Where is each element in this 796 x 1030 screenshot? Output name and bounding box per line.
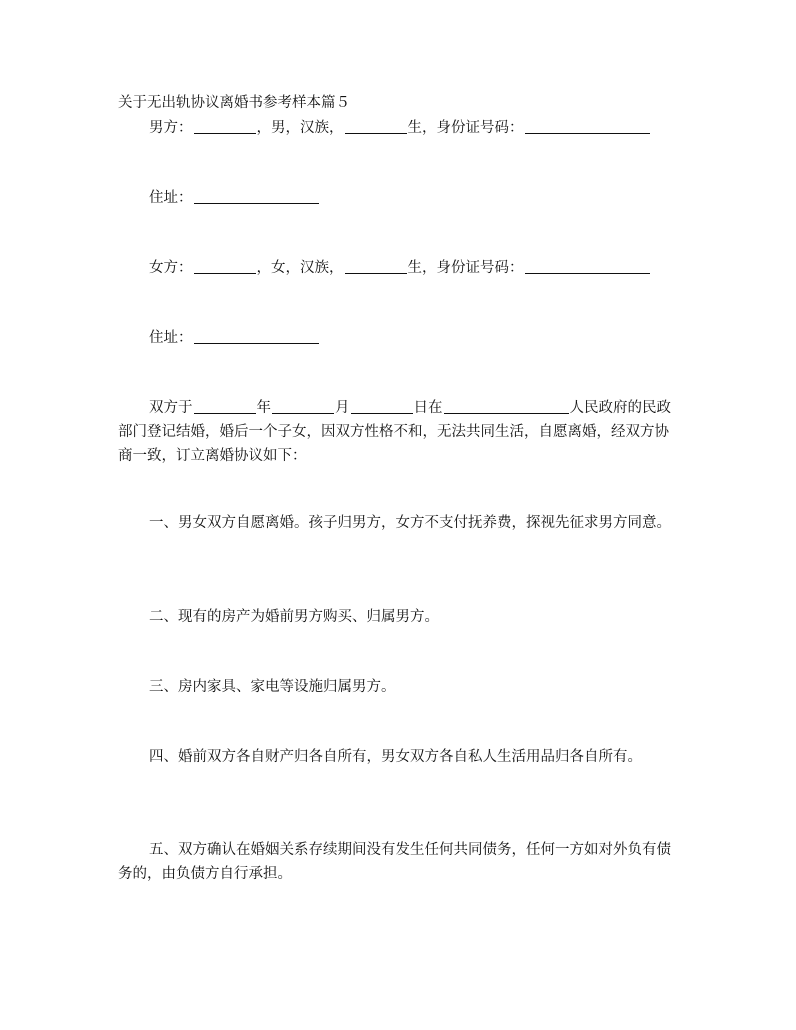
wife-address-blank [194,327,319,344]
husband-born-label: 生， [407,120,437,136]
wife-born-label: 生， [407,260,437,276]
husband-id-blank [525,117,650,134]
clause-3: 三、房内家具、家电等设施归属男方。 [149,679,396,695]
husband-info-line [118,116,678,140]
husband-address-line [118,186,678,210]
clause-4: 四、婚前双方各自财产归各自所有，男女双方各自私人生活用品归各自所有。 [149,749,642,765]
marriage-rest: 人民政府的民政部门登记结婚，婚后一个子女，因双方性格不和，无法共同生活，自愿离婚，经双方协商一致，订立离婚协议如下： [118,400,671,464]
wife-address-label: 住址： [149,330,193,346]
marriage-year-label: 年 [256,400,271,416]
marriage-place-blank [444,397,569,414]
husband-label: 男方： [149,120,193,136]
clause-5: 五、双方确认在婚姻关系存续期间没有发生任何共同债务，任何一方如对外负有债务的，由负债方自行承担。 [118,842,671,882]
marriage-month-blank [272,397,334,414]
wife-ethnicity: 汉族， [300,260,344,276]
wife-label: 女方： [149,260,193,276]
wife-info-line [118,256,678,280]
husband-birth-blank [345,117,407,134]
husband-name-blank [194,117,256,134]
wife-gender: ，女， [256,260,300,276]
husband-address-label: 住址： [149,190,193,206]
husband-ethnicity: 汉族， [300,120,344,136]
marriage-prefix: 双方于 [149,400,193,416]
document-title: 关于无出轨协议离婚书参考样本篇５ [118,95,350,111]
marriage-paragraph [118,396,678,468]
clause-2: 二、现有的房产为婚前男方购买、归属男方。 [149,609,439,625]
husband-gender: ，男， [256,120,300,136]
clause-1: 一、男女双方自愿离婚。孩子归男方，女方不支付抚养费，探视先征求男方同意。 [149,515,671,531]
marriage-day-label: 日在 [413,400,443,416]
wife-address-line [118,326,678,350]
wife-name-blank [194,257,256,274]
wife-id-blank [525,257,650,274]
marriage-year-blank [194,397,256,414]
husband-address-blank [194,187,319,204]
wife-birth-blank [345,257,407,274]
wife-id-label: 身份证号码： [436,260,524,276]
marriage-day-blank [351,397,413,414]
husband-id-label: 身份证号码： [436,120,524,136]
marriage-month-label: 月 [335,400,350,416]
